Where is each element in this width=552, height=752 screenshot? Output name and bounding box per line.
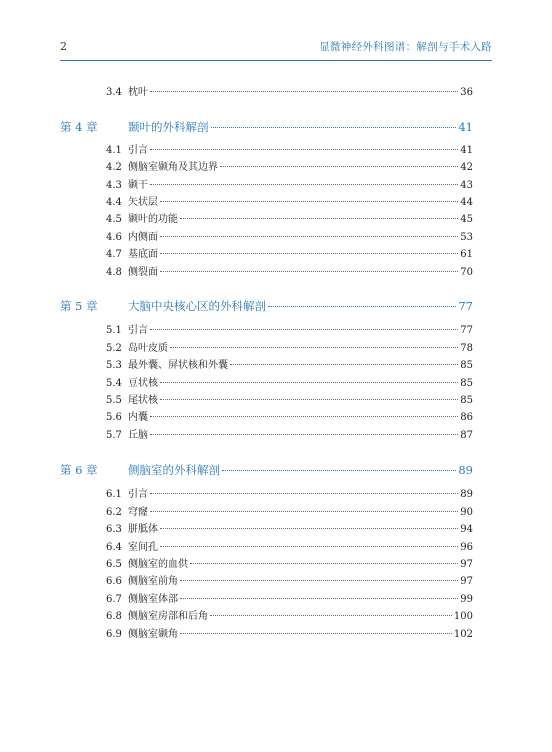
toc-number: 6.2	[106, 507, 122, 518]
toc-title: 尾状核	[128, 395, 158, 406]
toc-page-number: 85	[460, 378, 473, 389]
toc-entry-row[interactable]	[60, 411, 473, 425]
dot-leader	[150, 511, 458, 512]
dot-leader	[180, 580, 458, 581]
toc-entry-row[interactable]	[60, 541, 473, 555]
dot-leader	[170, 347, 458, 348]
toc-page-number: 90	[460, 507, 473, 518]
toc-entry-row[interactable]	[60, 575, 473, 589]
toc-page-number: 77	[460, 325, 473, 336]
toc-page-number: 85	[460, 360, 473, 371]
toc-page-number: 97	[460, 576, 473, 587]
toc-entry-row[interactable]	[60, 248, 473, 262]
toc-number: 5.4	[106, 378, 122, 389]
toc-title: 侧脑室的血供	[128, 559, 188, 570]
toc-number: 4.5	[106, 214, 122, 225]
toc-entry-row[interactable]	[60, 506, 473, 520]
toc-number: 4.8	[106, 267, 122, 278]
dot-leader	[150, 493, 458, 494]
toc-page-number: 41	[460, 145, 473, 156]
toc-title: 侧脑室前角	[128, 576, 178, 587]
toc-entry-row[interactable]	[60, 179, 473, 193]
dot-leader	[150, 329, 458, 330]
toc-entry-row[interactable]	[60, 324, 473, 338]
dot-leader	[160, 253, 458, 254]
toc-page-number: 45	[460, 214, 473, 225]
dot-leader	[160, 382, 458, 383]
dot-leader	[220, 166, 458, 167]
toc-page-number: 42	[460, 162, 473, 173]
toc-title: 豆状核	[128, 378, 158, 389]
toc-entry-row[interactable]	[60, 558, 473, 572]
toc-number: 6.4	[106, 542, 122, 553]
toc-title: 侧脑室颞角及其边界	[128, 162, 218, 173]
dot-leader	[150, 434, 458, 435]
toc-title: 颞干	[128, 180, 148, 191]
toc-number: 4.3	[106, 180, 122, 191]
toc-title: 最外囊、屏状核和外囊	[128, 360, 228, 371]
toc-number: 第 5 章	[60, 299, 98, 313]
toc-entry-row[interactable]	[60, 196, 473, 210]
toc-number: 6.9	[106, 629, 122, 640]
running-title: 显微神经外科图谱：解剖与手术入路	[319, 41, 492, 53]
toc-chapter-row[interactable]	[60, 120, 473, 134]
toc-page-number: 43	[460, 180, 473, 191]
toc-entry-row[interactable]	[60, 266, 473, 280]
toc-title: 引言	[128, 325, 148, 336]
toc-page-number: 99	[460, 594, 473, 605]
dot-leader	[180, 218, 458, 219]
dot-leader	[180, 598, 458, 599]
toc-page-number: 85	[460, 395, 473, 406]
dot-leader	[211, 127, 457, 128]
toc-chapter-row[interactable]	[60, 299, 473, 313]
toc-number: 5.5	[106, 395, 122, 406]
toc-title: 内侧面	[128, 232, 158, 243]
toc-page-number: 70	[460, 267, 473, 278]
toc-number: 6.3	[106, 524, 122, 535]
toc-page-number: 77	[458, 299, 473, 313]
toc-page-number: 86	[460, 412, 473, 423]
dot-leader	[230, 364, 458, 365]
toc-page-number: 41	[458, 120, 473, 134]
toc-title: 岛叶皮质	[128, 343, 168, 354]
dot-leader	[150, 149, 458, 150]
toc-title: 丘脑	[128, 430, 148, 441]
toc-title: 侧裂面	[128, 267, 158, 278]
toc-entry-row[interactable]	[60, 231, 473, 245]
toc-number: 5.2	[106, 343, 122, 354]
toc-page-number: 87	[460, 430, 473, 441]
dot-leader	[160, 201, 458, 202]
toc-number: 6.7	[106, 594, 122, 605]
toc-number: 5.1	[106, 325, 122, 336]
toc-page-number: 89	[458, 463, 473, 477]
toc-entry-row[interactable]	[60, 429, 473, 443]
dot-leader	[160, 528, 458, 529]
toc-title: 大脑中央核心区的外科解剖	[128, 299, 266, 313]
toc-page-number: 94	[460, 524, 473, 535]
toc-title: 侧脑室颞角	[128, 629, 178, 640]
dot-leader	[160, 236, 458, 237]
dot-leader	[222, 470, 456, 471]
toc-entry-row[interactable]	[60, 377, 473, 391]
toc-entry-row[interactable]	[60, 593, 473, 607]
toc-title: 胼胝体	[128, 524, 158, 535]
dot-leader	[268, 306, 456, 307]
toc-entry-row[interactable]	[60, 144, 473, 158]
toc-number: 4.1	[106, 145, 122, 156]
toc-number: 第 6 章	[60, 463, 98, 477]
toc-title: 侧脑室房部和后角	[128, 611, 208, 622]
toc-title: 引言	[128, 489, 148, 500]
toc-title: 矢状层	[128, 197, 158, 208]
toc-chapter-row[interactable]	[60, 463, 473, 477]
toc-title: 内囊	[128, 412, 148, 423]
toc-number: 4.7	[106, 249, 122, 260]
toc-entry-row[interactable]	[60, 161, 473, 175]
toc-title: 穹窿	[128, 507, 148, 518]
toc-number: 4.6	[106, 232, 122, 243]
toc-entry-row[interactable]	[60, 610, 473, 624]
toc-page-number: 102	[453, 629, 473, 640]
dot-leader	[160, 546, 458, 547]
toc-number: 6.6	[106, 576, 122, 587]
page-number: 2	[60, 40, 67, 53]
toc-entry-row[interactable]	[60, 86, 473, 100]
toc-page-number: 36	[460, 87, 473, 98]
toc-title: 颞叶的功能	[128, 214, 178, 225]
dot-leader	[180, 633, 452, 634]
toc-number: 4.4	[106, 197, 122, 208]
dot-leader	[190, 563, 458, 564]
toc-number: 5.3	[106, 360, 122, 371]
dot-leader	[160, 399, 458, 400]
toc-entry-row[interactable]	[60, 488, 473, 502]
toc-entry-row[interactable]	[60, 342, 473, 356]
toc-entry-row[interactable]	[60, 394, 473, 408]
toc-title: 基底面	[128, 249, 158, 260]
toc-number: 5.7	[106, 430, 122, 441]
toc-page-number: 53	[460, 232, 473, 243]
toc-entry-row[interactable]	[60, 359, 473, 373]
toc-number: 第 4 章	[60, 120, 98, 134]
toc-number: 6.1	[106, 489, 122, 500]
toc-page-number: 61	[460, 249, 473, 260]
dot-leader	[150, 91, 458, 92]
dot-leader	[210, 615, 452, 616]
toc-page-number: 100	[453, 611, 473, 622]
toc-page-number: 97	[460, 559, 473, 570]
toc-page-number: 78	[460, 343, 473, 354]
toc-entry-row[interactable]	[60, 523, 473, 537]
toc-number: 6.5	[106, 559, 122, 570]
dot-leader	[160, 271, 458, 272]
toc-page-number: 44	[460, 197, 473, 208]
toc-number: 4.2	[106, 162, 122, 173]
toc-title: 侧脑室体部	[128, 594, 178, 605]
toc-number: 3.4	[106, 87, 122, 98]
toc-title: 引言	[128, 145, 148, 156]
toc-number: 6.8	[106, 611, 122, 622]
toc-page-number: 89	[460, 489, 473, 500]
toc-title: 侧脑室的外科解剖	[128, 463, 220, 477]
toc-entry-row[interactable]	[60, 213, 473, 227]
dot-leader	[150, 416, 458, 417]
toc-title: 颞叶的外科解剖	[128, 120, 209, 134]
toc-page-number: 96	[460, 542, 473, 553]
dot-leader	[150, 184, 458, 185]
toc-title: 枕叶	[128, 87, 148, 98]
toc-title: 室间孔	[128, 542, 158, 553]
toc-entry-row[interactable]	[60, 628, 473, 642]
toc-number: 5.6	[106, 412, 122, 423]
